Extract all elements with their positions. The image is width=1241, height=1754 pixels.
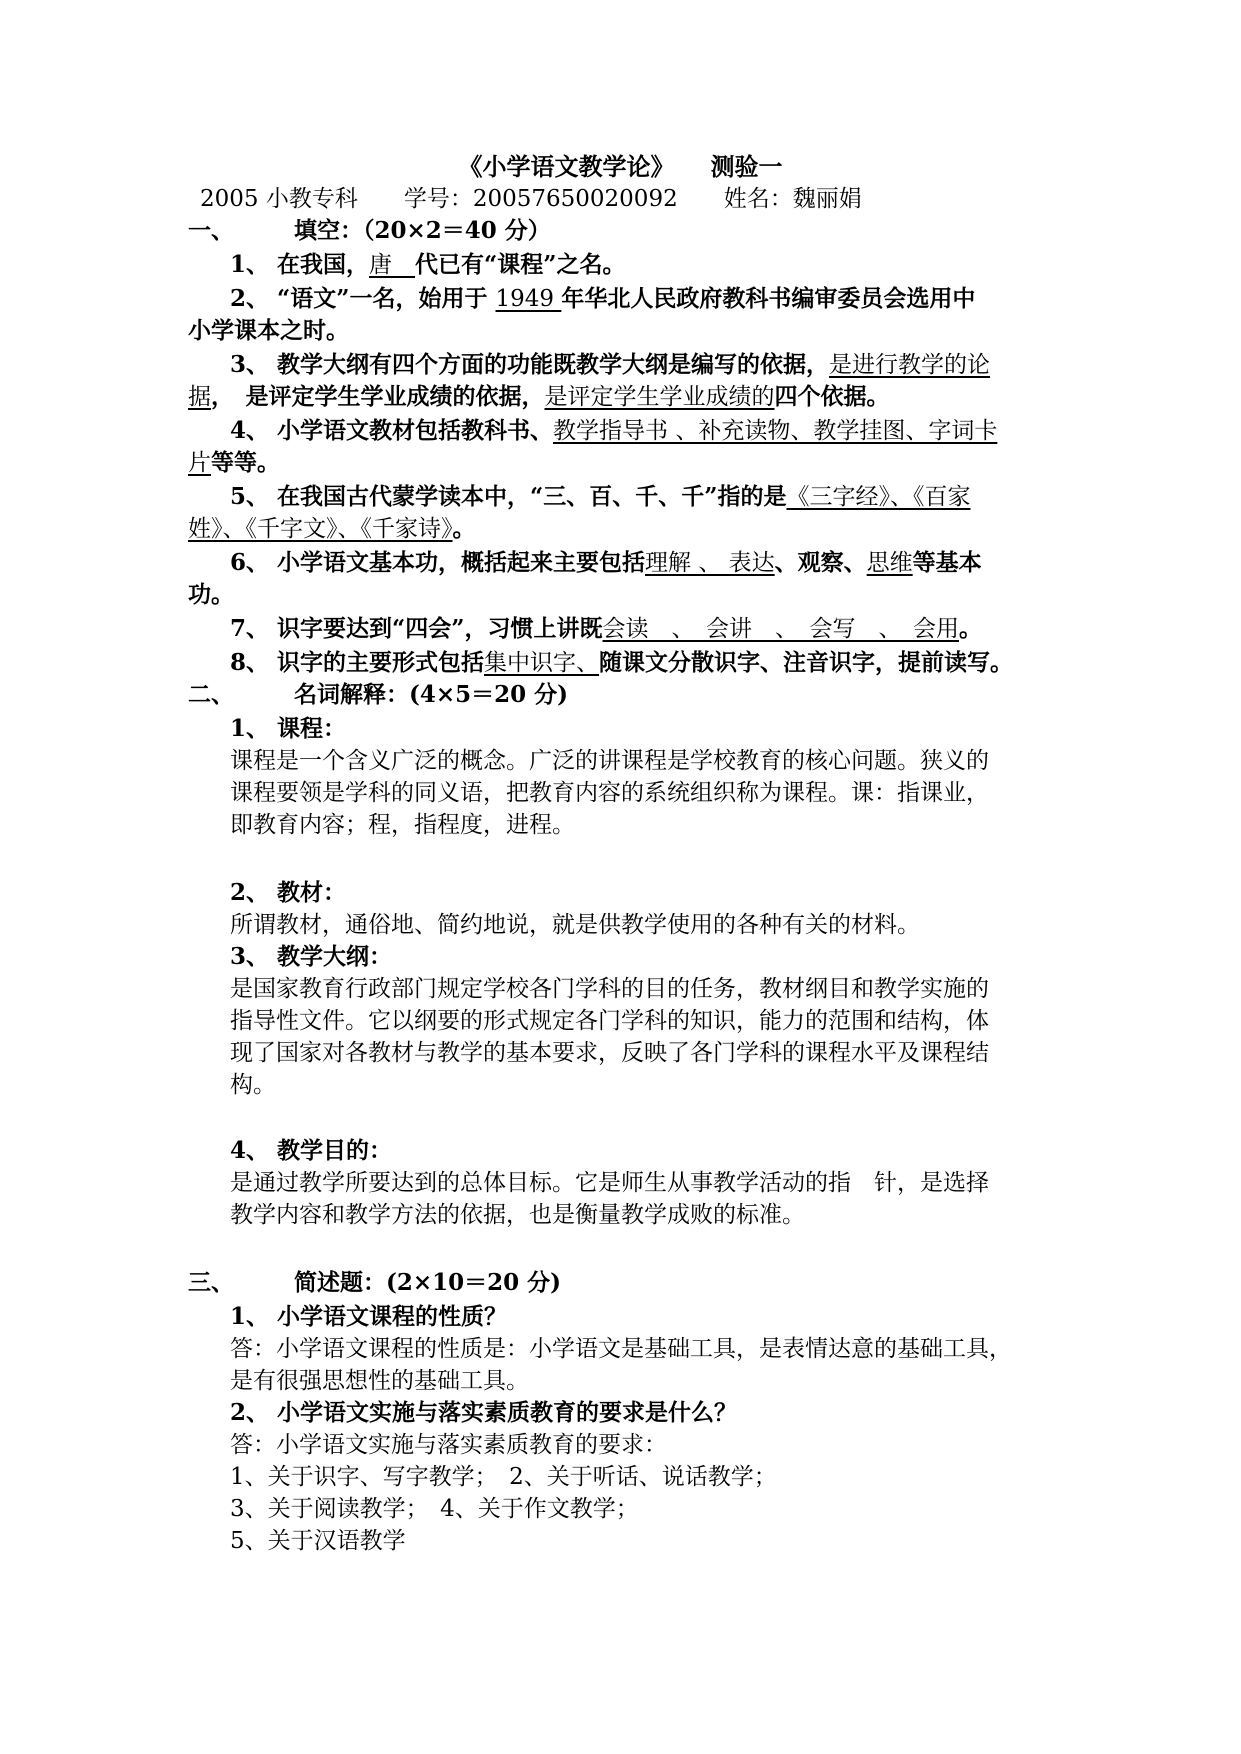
answer-blank: 是进行教学的论 xyxy=(829,352,991,378)
term-3-line: 现了国家对各教材与教学的基本要求，反映了各门学科的课程水平及课程结 xyxy=(230,1040,989,1066)
question-number: 5、 xyxy=(230,483,270,510)
term-title: 课程： xyxy=(277,715,347,742)
term-title: 教学大纲： xyxy=(277,943,393,970)
question-text: 小学语文课程的性质？ xyxy=(277,1303,508,1330)
question-number: 4、 xyxy=(230,417,270,444)
question-text: 等等。 xyxy=(211,449,280,476)
question-text: “语文”一名，始用于 xyxy=(277,285,496,312)
fill-question-2-cont: 小学课本之时。 xyxy=(188,317,349,344)
question-text: 。 xyxy=(452,515,476,542)
question-number: 2、 xyxy=(230,285,270,312)
answer-blank: 集中识字、 xyxy=(484,650,600,676)
term-number: 4、 xyxy=(230,1137,270,1164)
question-text: 教学大纲有四个方面的功能既教学大纲是编写的依据， xyxy=(277,351,830,378)
fill-question-3 xyxy=(230,350,990,380)
term-title: 教材： xyxy=(277,879,347,906)
term-2-heading xyxy=(230,878,346,908)
term-3-heading xyxy=(230,942,392,972)
question-number: 2、 xyxy=(230,1399,270,1426)
section-number: 二、 xyxy=(188,681,234,708)
student-info: 2005 小教专科 学号：20057650020092 姓名：魏丽娟 xyxy=(200,186,862,212)
question-text: 、观察、 xyxy=(774,549,867,576)
fill-question-5 xyxy=(230,482,971,512)
question-text: 等基本 xyxy=(912,549,982,576)
term-1-line: 课程是一个含义广泛的概念。广泛的讲课程是学校教育的核心问题。狭义的 xyxy=(230,748,989,774)
answer-line: 5、关于汉语教学 xyxy=(230,1528,406,1554)
answer-blank: 片 xyxy=(188,450,211,476)
fill-question-3-cont xyxy=(188,382,890,412)
fill-question-6-cont: 功。 xyxy=(188,581,234,608)
term-1-line: 即教育内容；程，指程度，进程。 xyxy=(230,812,575,838)
term-3-line: 指导性文件。它以纲要的形式规定各门学科的知识，能力的范围和结构，体 xyxy=(230,1008,989,1034)
question-text: 小学语文实施与落实素质教育的要求是什么？ xyxy=(277,1399,738,1426)
question-number: 3、 xyxy=(230,351,270,378)
answer-blank: 教学指导书 、补充读物、教学挂图、字词卡 xyxy=(553,418,998,444)
fill-question-4 xyxy=(230,416,997,446)
question-text: 代已有“课程”之名。 xyxy=(415,251,626,278)
question-text: 在我国古代蒙学读本中，“三、百、千、千”指的是 xyxy=(277,483,787,510)
answer-line: 3、关于阅读教学； 4、关于作文教学； xyxy=(230,1496,639,1522)
term-3-line: 是国家教育行政部门规定学校各门学科的目的任务，教材纲目和教学实施的 xyxy=(230,976,989,1002)
fill-question-6 xyxy=(230,548,982,578)
term-4-heading xyxy=(230,1136,392,1166)
question-text: ， 是评定学生学业成绩的依据， xyxy=(211,383,545,410)
answer-blank: 《三字经》、《百家 xyxy=(786,484,971,510)
question-text: 年华北人民政府教科书编审委员会选用中 xyxy=(561,285,976,312)
question-number: 7、 xyxy=(230,615,270,642)
section-title: 简述题：(2×10＝20 分) xyxy=(294,1269,562,1296)
answer-line: 答：小学语文课程的性质是：小学语文是基础工具，是表情达意的基础工具， xyxy=(230,1336,1012,1362)
section-2-heading xyxy=(188,680,568,710)
answer-blank: 唐 xyxy=(369,252,416,278)
question-text: 四个依据。 xyxy=(774,383,890,410)
fill-question-8 xyxy=(230,648,1013,678)
answer-blank: 思维 xyxy=(866,550,913,576)
fill-question-4-cont xyxy=(188,448,280,478)
answer-line: 是有很强思想性的基础工具。 xyxy=(230,1368,529,1394)
question-text: 小学语文教材包括教科书、 xyxy=(277,417,554,444)
term-1-heading xyxy=(230,714,346,744)
answer-blank: 会读 、 会讲 、 会写 、 会用 xyxy=(602,616,959,642)
question-text: 随课文分散识字、注音识字，提前读写。 xyxy=(599,649,1014,676)
short-question-2 xyxy=(230,1398,737,1428)
answer-line: 1、关于识字、写字教学； 2、关于听话、说话教学； xyxy=(230,1464,777,1490)
question-number: 8、 xyxy=(230,649,270,676)
question-number: 6、 xyxy=(230,549,270,576)
term-2-line: 所谓教材，通俗地、简约地说，就是供教学使用的各种有关的材料。 xyxy=(230,912,920,938)
fill-question-7 xyxy=(230,614,982,644)
short-question-1 xyxy=(230,1302,507,1332)
question-text: 识字要达到“四会”，习惯上讲既 xyxy=(277,615,603,642)
term-4-line: 教学内容和教学方法的依据，也是衡量教学成败的标准。 xyxy=(230,1202,805,1228)
term-4-line: 是通过教学所要达到的总体目标。它是师生从事教学活动的指 针，是选择 xyxy=(230,1170,989,1196)
section-3-heading xyxy=(188,1268,561,1298)
answer-blank: 1949 xyxy=(495,286,562,312)
section-title: 填空：（20×2＝40 分） xyxy=(294,217,551,244)
section-title: 名词解释：(4×5＝20 分) xyxy=(294,681,569,708)
answer-blank: 据 xyxy=(188,384,211,410)
answer-blank: 姓》、《千字文》、《千家诗》 xyxy=(188,516,453,542)
question-text: 。 xyxy=(959,615,982,642)
question-number: 1、 xyxy=(230,1303,270,1330)
term-title: 教学目的： xyxy=(277,1137,393,1164)
section-number: 一、 xyxy=(188,217,234,244)
question-text: 小学语文基本功，概括起来主要包括 xyxy=(277,549,646,576)
answer-line: 答：小学语文实施与落实素质教育的要求： xyxy=(230,1432,667,1458)
question-text: 识字的主要形式包括 xyxy=(277,649,485,676)
question-text: 在我国， xyxy=(277,251,370,278)
term-number: 3、 xyxy=(230,943,270,970)
section-number: 三、 xyxy=(188,1269,234,1296)
term-number: 2、 xyxy=(230,879,270,906)
section-1-heading xyxy=(188,216,551,246)
fill-question-5-cont xyxy=(188,514,476,544)
question-number: 1、 xyxy=(230,251,270,278)
term-number: 1、 xyxy=(230,715,270,742)
answer-blank: 是评定学生学业成绩的 xyxy=(544,384,775,410)
answer-blank: 理解 、 表达 xyxy=(645,550,775,576)
page-title: 《小学语文教学论》 测验一 xyxy=(458,152,783,181)
term-3-line: 构。 xyxy=(230,1072,276,1098)
fill-question-2 xyxy=(230,284,975,314)
term-1-line: 课程要领是学科的同义语，把教育内容的系统组织称为课程。课：指课业， xyxy=(230,780,989,806)
fill-question-1 xyxy=(230,250,626,280)
